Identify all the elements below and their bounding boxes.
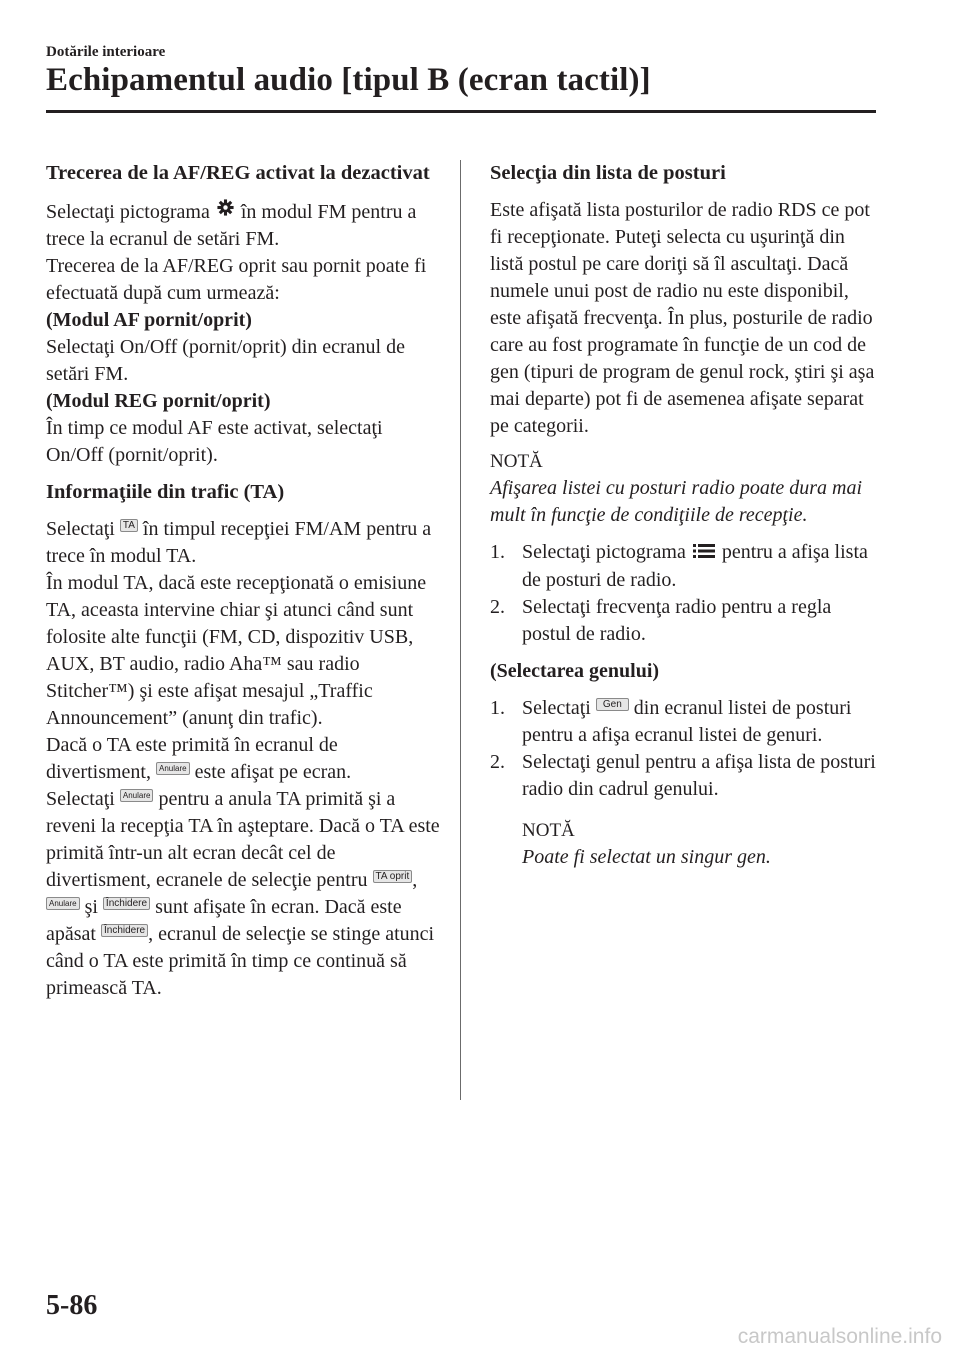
af-mode-subheading: (Modul AF pornit/oprit) [46,309,252,331]
note-body: Afişarea listei cu posturi radio poate dura mai mult în funcţie de condiţiile de recepţie. [490,477,863,526]
ta-paragraph-2: În modul TA, dacă este recepţionată o emisiune TA, aceasta intervine chiar şi atunci când sunt folosite alte funcţii (FM, CD, dispozitiv USB, AUX, BT audio, radio Aha™ sau radio Stitcher™) şi este afişat mesajul „Traffic Announcement” (anunţ din trafic). [46,572,427,729]
left-column [46,160,442,1002]
station-list-steps [490,539,880,648]
af-reg-heading: Trecerea de la AF/REG activat la dezactivat [46,162,430,184]
station-list-paragraph: Este afişată lista posturilor de radio RDS ce pot fi recepţionate. Puteţi selecta cu uşurinţă din listă postul pe care doriţi să îl ascultaţi. Dacă numele unui post de radio nu este disponibil, este afişată frecvenţa. În plus, posturile de radio care au fost programate în funcţie de un cod de gen (tipuri de program de genul rock, ştiri şi aşa mai departe) pot fi de asemenea afişate separat pe categorii. [490,199,875,437]
header-rule [46,110,876,113]
note-title: NOTĂ [490,451,543,472]
genre-button-icon: Gen [596,698,629,711]
ta-paragraph-1: Selectaţi TA în timpul recepţiei FM/AM pentru a trece în modul TA. [46,518,432,567]
af-reg-paragraph-1: Selectaţi pictograma în modul FM pentru a trece la ecranul de setări FM. [46,197,442,253]
cancel-button-icon: Anulare [120,789,154,802]
af-reg-paragraph-3: Selectaţi On/Off (pornit/oprit) din ecranul de setări FM. [46,336,405,385]
close-button-icon: Închidere [101,924,148,937]
list-item: 1. Selectaţi Gen din ecranul listei de posturi pentru a afişa ecranul listei de genuri. [490,697,852,746]
ta-paragraph-3: Dacă o TA este primită în ecranul de divertisment, Anulare este afişat pe ecran. [46,734,352,783]
cancel-button-icon: Anulare [156,762,190,775]
right-column [490,160,880,871]
ta-paragraph-4: Selectaţi Anulare pentru a anula TA primită şi a reveni la recepţia TA în aşteptare. Dacă o TA este primită într-un alt ecran decât cel de divertisment, ecranele de selecţie pentru TA oprit , Anulare şi Închidere sunt afişate în ecran. Dacă este apăsat Închidere , ecranul de selecţie se stinge atunci când o TA este primită în timp ce continuă să primească TA. [46,788,440,999]
note-body: Poate fi selectat un singur gen. [522,846,771,868]
ta-off-button-icon: TA oprit [373,870,413,883]
list-item: 2. Selectaţi genul pentru a afişa lista de posturi radio din cadrul genului. NOTĂ Poate fi selectat un singur gen. [490,749,880,871]
genre-subheading: (Selectarea genului) [490,660,660,682]
ta-button-icon: TA [120,519,138,532]
page-number: 5-86 [46,1290,98,1321]
gear-icon [217,197,234,224]
watermark: carmanualsonline.info [737,1325,942,1348]
list-item: 1. Selectaţi pictograma pentru a afişa lista de posturi de radio. [490,541,868,591]
close-button-icon: Închidere [103,897,150,910]
page-title: Echipamentul audio [tipul B (ecran tactil)] [46,62,651,98]
section-label: Dotările interioare [46,44,166,60]
note-title: NOTĂ [522,820,575,841]
station-list-heading: Selecţia din lista de posturi [490,162,726,184]
reg-mode-subheading: (Modul REG pornit/oprit) [46,390,271,412]
af-reg-paragraph-2: Trecerea de la AF/REG oprit sau pornit poate fi efectuată după cum urmează: [46,255,427,304]
ta-heading: Informaţiile din trafic (TA) [46,481,285,503]
genre-steps [490,695,880,871]
af-reg-paragraph-4: În timp ce modul AF este activat, selectaţi On/Off (pornit/oprit). [46,417,383,466]
list-icon [693,540,715,567]
cancel-button-icon: Anulare [46,897,80,910]
list-item: 2. Selectaţi frecvenţa radio pentru a regla postul de radio. [490,596,832,645]
column-divider [460,160,461,1100]
